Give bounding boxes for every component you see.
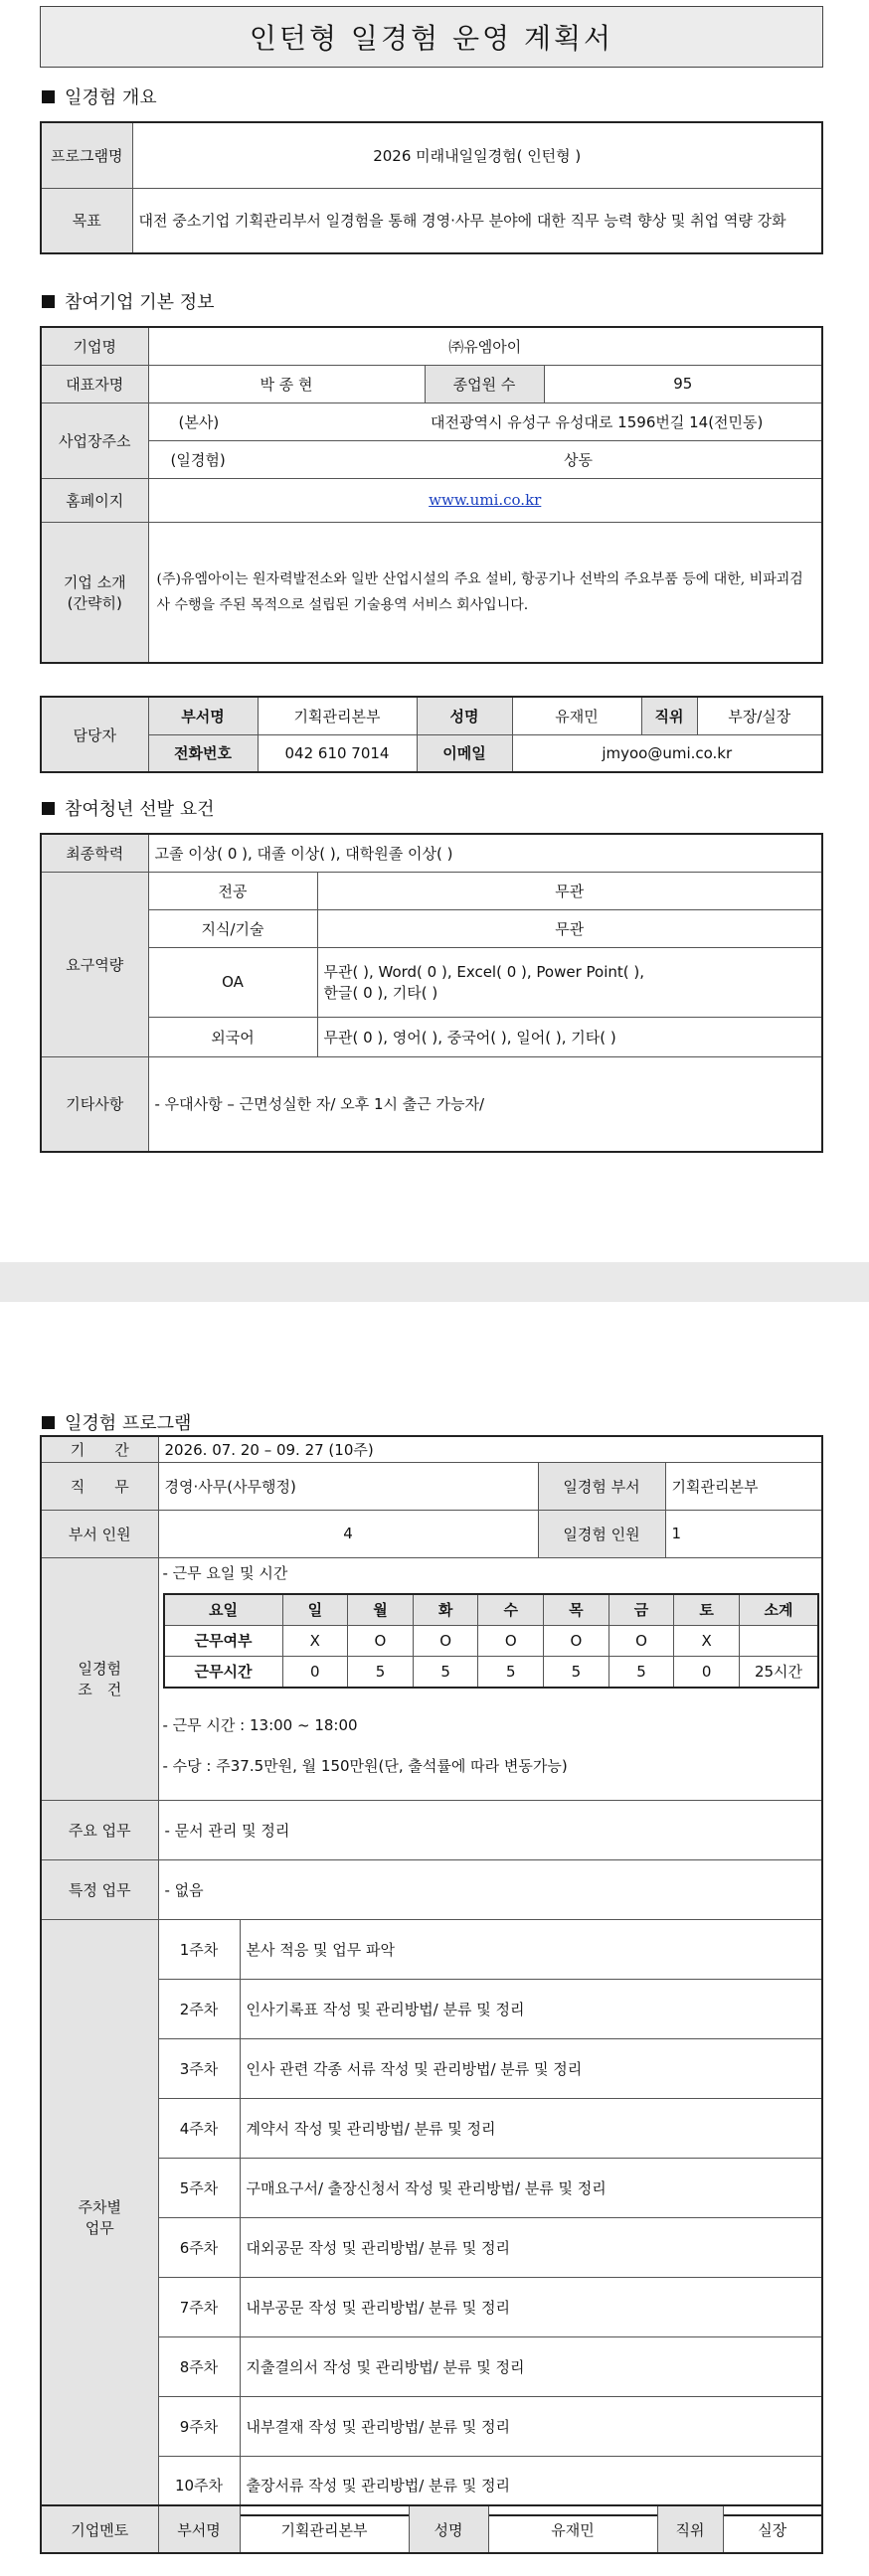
language-label: 외국어 [148,1017,317,1056]
weekly-tasks-label-line1: 주차별 [78,2197,121,2216]
schedule-cell: O [478,1625,544,1656]
week-task: 지출결의서 작성 및 관리방법/ 분류 및 정리 [240,2336,822,2396]
schedule-cell: 5 [348,1656,414,1688]
work-site-address: 상동 [425,440,822,478]
contact-name-label: 성명 [417,697,512,734]
program-name-value: 2026 미래내일일경험( 인턴형 ) [132,122,822,188]
schedule-cell: X [282,1625,348,1656]
week-label: 2주차 [158,1979,240,2038]
company-info-table [40,326,823,664]
week-label: 9주차 [158,2396,240,2456]
address-label: 사업장주소 [41,402,148,478]
contact-dept-label: 부서명 [148,697,258,734]
week-label: 4주차 [158,2098,240,2158]
week-label: 10주차 [158,2456,240,2515]
contact-phone-value: 042 610 7014 [258,734,417,772]
square-bullet-icon [42,295,55,308]
program-name-label: 프로그램명 [41,122,132,188]
section-program-title: 일경험 프로그램 [65,1413,192,1434]
schedule-header-cell: 소계 [740,1594,819,1626]
week-task: 내부결재 작성 및 관리방법/ 분류 및 정리 [240,2396,822,2456]
schedule-cell: O [413,1625,478,1656]
week-task: 계약서 작성 및 관리방법/ 분류 및 정리 [240,2098,822,2158]
schedule-header-cell: 목 [544,1594,609,1626]
mentor-table [40,2504,823,2554]
weekly-tasks-label-line2: 업무 [85,2218,114,2237]
week-task: 본사 적응 및 업무 파악 [240,1919,822,1979]
oa-value-line2: 한글( 0 ), 기타( ) [323,984,438,1002]
work-conditions-label-line2: 조 건 [78,1681,122,1698]
major-value: 무관 [317,872,822,909]
schedule-cell: X [674,1625,740,1656]
section-program-heading [42,1409,191,1435]
contact-email-label: 이메일 [417,734,512,772]
schedule-header-cell: 요일 [164,1594,283,1626]
company-intro-label [41,522,148,663]
work-conditions-label-line1: 일경험 [78,1660,121,1678]
work-dept-value: 기획관리본부 [665,1462,822,1510]
hq-label: (본사) [148,402,425,440]
language-value: 무관( 0 ), 영어( ), 중국어( ), 일어( ), 기타( ) [317,1017,822,1056]
contact-table [40,696,823,773]
schedule-header-row [164,1594,819,1626]
schedule-cell: 5 [478,1656,544,1688]
ceo-value: 박 종 현 [148,365,425,402]
contact-phone-label: 전화번호 [148,734,258,772]
contact-dept-value: 기획관리본부 [258,697,417,734]
work-site-label: (일경험) [148,440,425,478]
etc-label: 기타사항 [41,1056,148,1152]
work-days-title: - 근무 요일 및 시간 [162,1563,288,1582]
special-task-label: 특정 업무 [41,1859,158,1919]
ceo-label: 대표자명 [41,365,148,402]
week-label: 1주차 [158,1919,240,1979]
oa-value-line1: 무관( ), Word( 0 ), Excel( 0 ), Power Point( ), [323,963,645,981]
mentor-name-label: 성명 [409,2505,488,2553]
schedule-cell: 5 [544,1656,609,1688]
schedule-header-cell: 화 [413,1594,478,1626]
work-conditions-cell [158,1557,822,1800]
goal-label: 목표 [41,188,132,253]
week-task: 인사기록표 작성 및 관리방법/ 분류 및 정리 [240,1979,822,2038]
mentor-position-label: 직위 [657,2505,723,2553]
schedule-cell: O [608,1625,674,1656]
schedule-row-hours [164,1656,819,1688]
schedule-cell [740,1625,819,1656]
week-label: 8주차 [158,2336,240,2396]
week-label: 3주차 [158,2038,240,2098]
employees-label: 종업원 수 [425,365,544,402]
homepage-link[interactable]: www.umi.co.kr [429,491,542,509]
company-intro-label-line2: (간략히) [67,593,122,612]
special-task-value: - 없음 [158,1859,822,1919]
etc-value: - 우대사항 – 근면성실한 자/ 오후 1시 출근 가능자/ [148,1056,822,1152]
homepage-label: 홈페이지 [41,478,148,522]
schedule-header-cell: 일 [282,1594,348,1626]
required-skills-label: 요구역량 [41,872,148,1056]
schedule-row-label: 근무여부 [164,1625,283,1656]
contact-position-value: 부장/실장 [697,697,822,734]
education-value: 고졸 이상( 0 ), 대졸 이상( ), 대학원졸 이상( ) [148,834,822,872]
week-task: 출장서류 작성 및 관리방법/ 분류 및 정리 [240,2456,822,2515]
week-label: 7주차 [158,2277,240,2336]
company-name-label: 기업명 [41,327,148,365]
square-bullet-icon [42,802,55,815]
duty-value: 경영·사무(사무행정) [158,1462,538,1510]
work-conditions-label [41,1557,158,1800]
main-task-label: 주요 업무 [41,1800,158,1859]
contact-position-label: 직위 [641,697,697,734]
major-label: 전공 [148,872,317,909]
section-company-title: 참여기업 기본 정보 [65,292,215,313]
mentor-dept-value: 기획관리본부 [240,2505,409,2553]
square-bullet-icon [42,1416,55,1429]
youth-requirements-table [40,833,823,1153]
period-label: 기 간 [41,1436,158,1462]
schedule-cell: O [544,1625,609,1656]
contact-name-value: 유재민 [512,697,641,734]
company-intro-label-line1: 기업 소개 [63,572,126,591]
schedule-cell: 5 [413,1656,478,1688]
knowledge-value: 무관 [317,909,822,947]
schedule-row-label: 근무시간 [164,1656,283,1688]
overview-table [40,121,823,254]
company-intro-text: (주)유엠아이는 원자력발전소와 일반 산업시설의 주요 설비, 항공기나 선박의 주요부품 등에 대한, 비파괴검사 수행을 주된 목적으로 설립된 기술용역 서비스 회사입니다. [148,522,822,663]
section-youth-heading [42,795,215,821]
weekly-tasks-label [41,1919,158,2515]
schedule-cell: 5 [608,1656,674,1688]
week-label: 6주차 [158,2217,240,2277]
schedule-cell: 0 [674,1656,740,1688]
contact-email-value: jmyoo@umi.co.kr [512,734,822,772]
intern-count-label: 일경험 인원 [538,1510,665,1557]
document-title: 인턴형 일경험 운영 계획서 [40,6,823,68]
schedule-cell: 0 [282,1656,348,1688]
work-dept-label: 일경험 부서 [538,1462,665,1510]
schedule-cell: 25시간 [740,1656,819,1688]
week-label: 5주차 [158,2158,240,2217]
mentor-dept-label: 부서명 [158,2505,240,2553]
schedule-header-cell: 수 [478,1594,544,1626]
document-page-1 [0,0,869,1262]
week-task: 내부공문 작성 및 관리방법/ 분류 및 정리 [240,2277,822,2336]
dept-staff-label: 부서 인원 [41,1510,158,1557]
contact-label: 담당자 [41,697,148,772]
company-name-value: ㈜유엠아이 [148,327,822,365]
goal-value: 대전 중소기업 기획관리부서 일경험을 통해 경영·사무 분야에 대한 직무 능력 향상 및 취업 역량 강화 [132,188,822,253]
week-task: 인사 관련 각종 서류 작성 및 관리방법/ 분류 및 정리 [240,2038,822,2098]
knowledge-label: 지식/기술 [148,909,317,947]
hq-address: 대전광역시 유성구 유성대로 1596번길 14(전민동) [425,402,822,440]
oa-value [317,947,822,1017]
week-task: 구매요구서/ 출장신청서 작성 및 관리방법/ 분류 및 정리 [240,2158,822,2217]
section-overview-heading [42,83,157,109]
mentor-name-value: 유재민 [488,2505,657,2553]
mentor-label: 기업멘토 [41,2505,158,2553]
section-company-heading [42,288,215,314]
schedule-header-cell: 금 [608,1594,674,1626]
period-value: 2026. 07. 20 – 09. 27 (10주) [158,1436,822,1462]
education-label: 최종학력 [41,834,148,872]
main-task-value: - 문서 관리 및 정리 [158,1800,822,1859]
employees-value: 95 [544,365,822,402]
work-time-text: - 근무 시간 : 13:00 ~ 18:00 [162,1715,358,1734]
square-bullet-icon [42,90,55,103]
mentor-position-value: 실장 [723,2505,822,2553]
duty-label: 직 무 [41,1462,158,1510]
section-overview-title: 일경험 개요 [65,87,157,108]
schedule-table [163,1593,820,1689]
schedule-header-cell: 토 [674,1594,740,1626]
schedule-cell: O [348,1625,414,1656]
schedule-row-attendance [164,1625,819,1656]
intern-count-value: 1 [665,1510,822,1557]
week-task: 대외공문 작성 및 관리방법/ 분류 및 정리 [240,2217,822,2277]
dept-staff-value: 4 [158,1510,538,1557]
oa-label: OA [148,947,317,1017]
program-table [40,1435,823,2516]
pay-text: - 수당 : 주37.5만원, 월 150만원(단, 출석률에 따라 변동가능) [162,1756,568,1775]
schedule-header-cell: 월 [348,1594,414,1626]
section-youth-title: 참여청년 선발 요건 [65,799,215,820]
document-page-2 [0,1302,869,2576]
